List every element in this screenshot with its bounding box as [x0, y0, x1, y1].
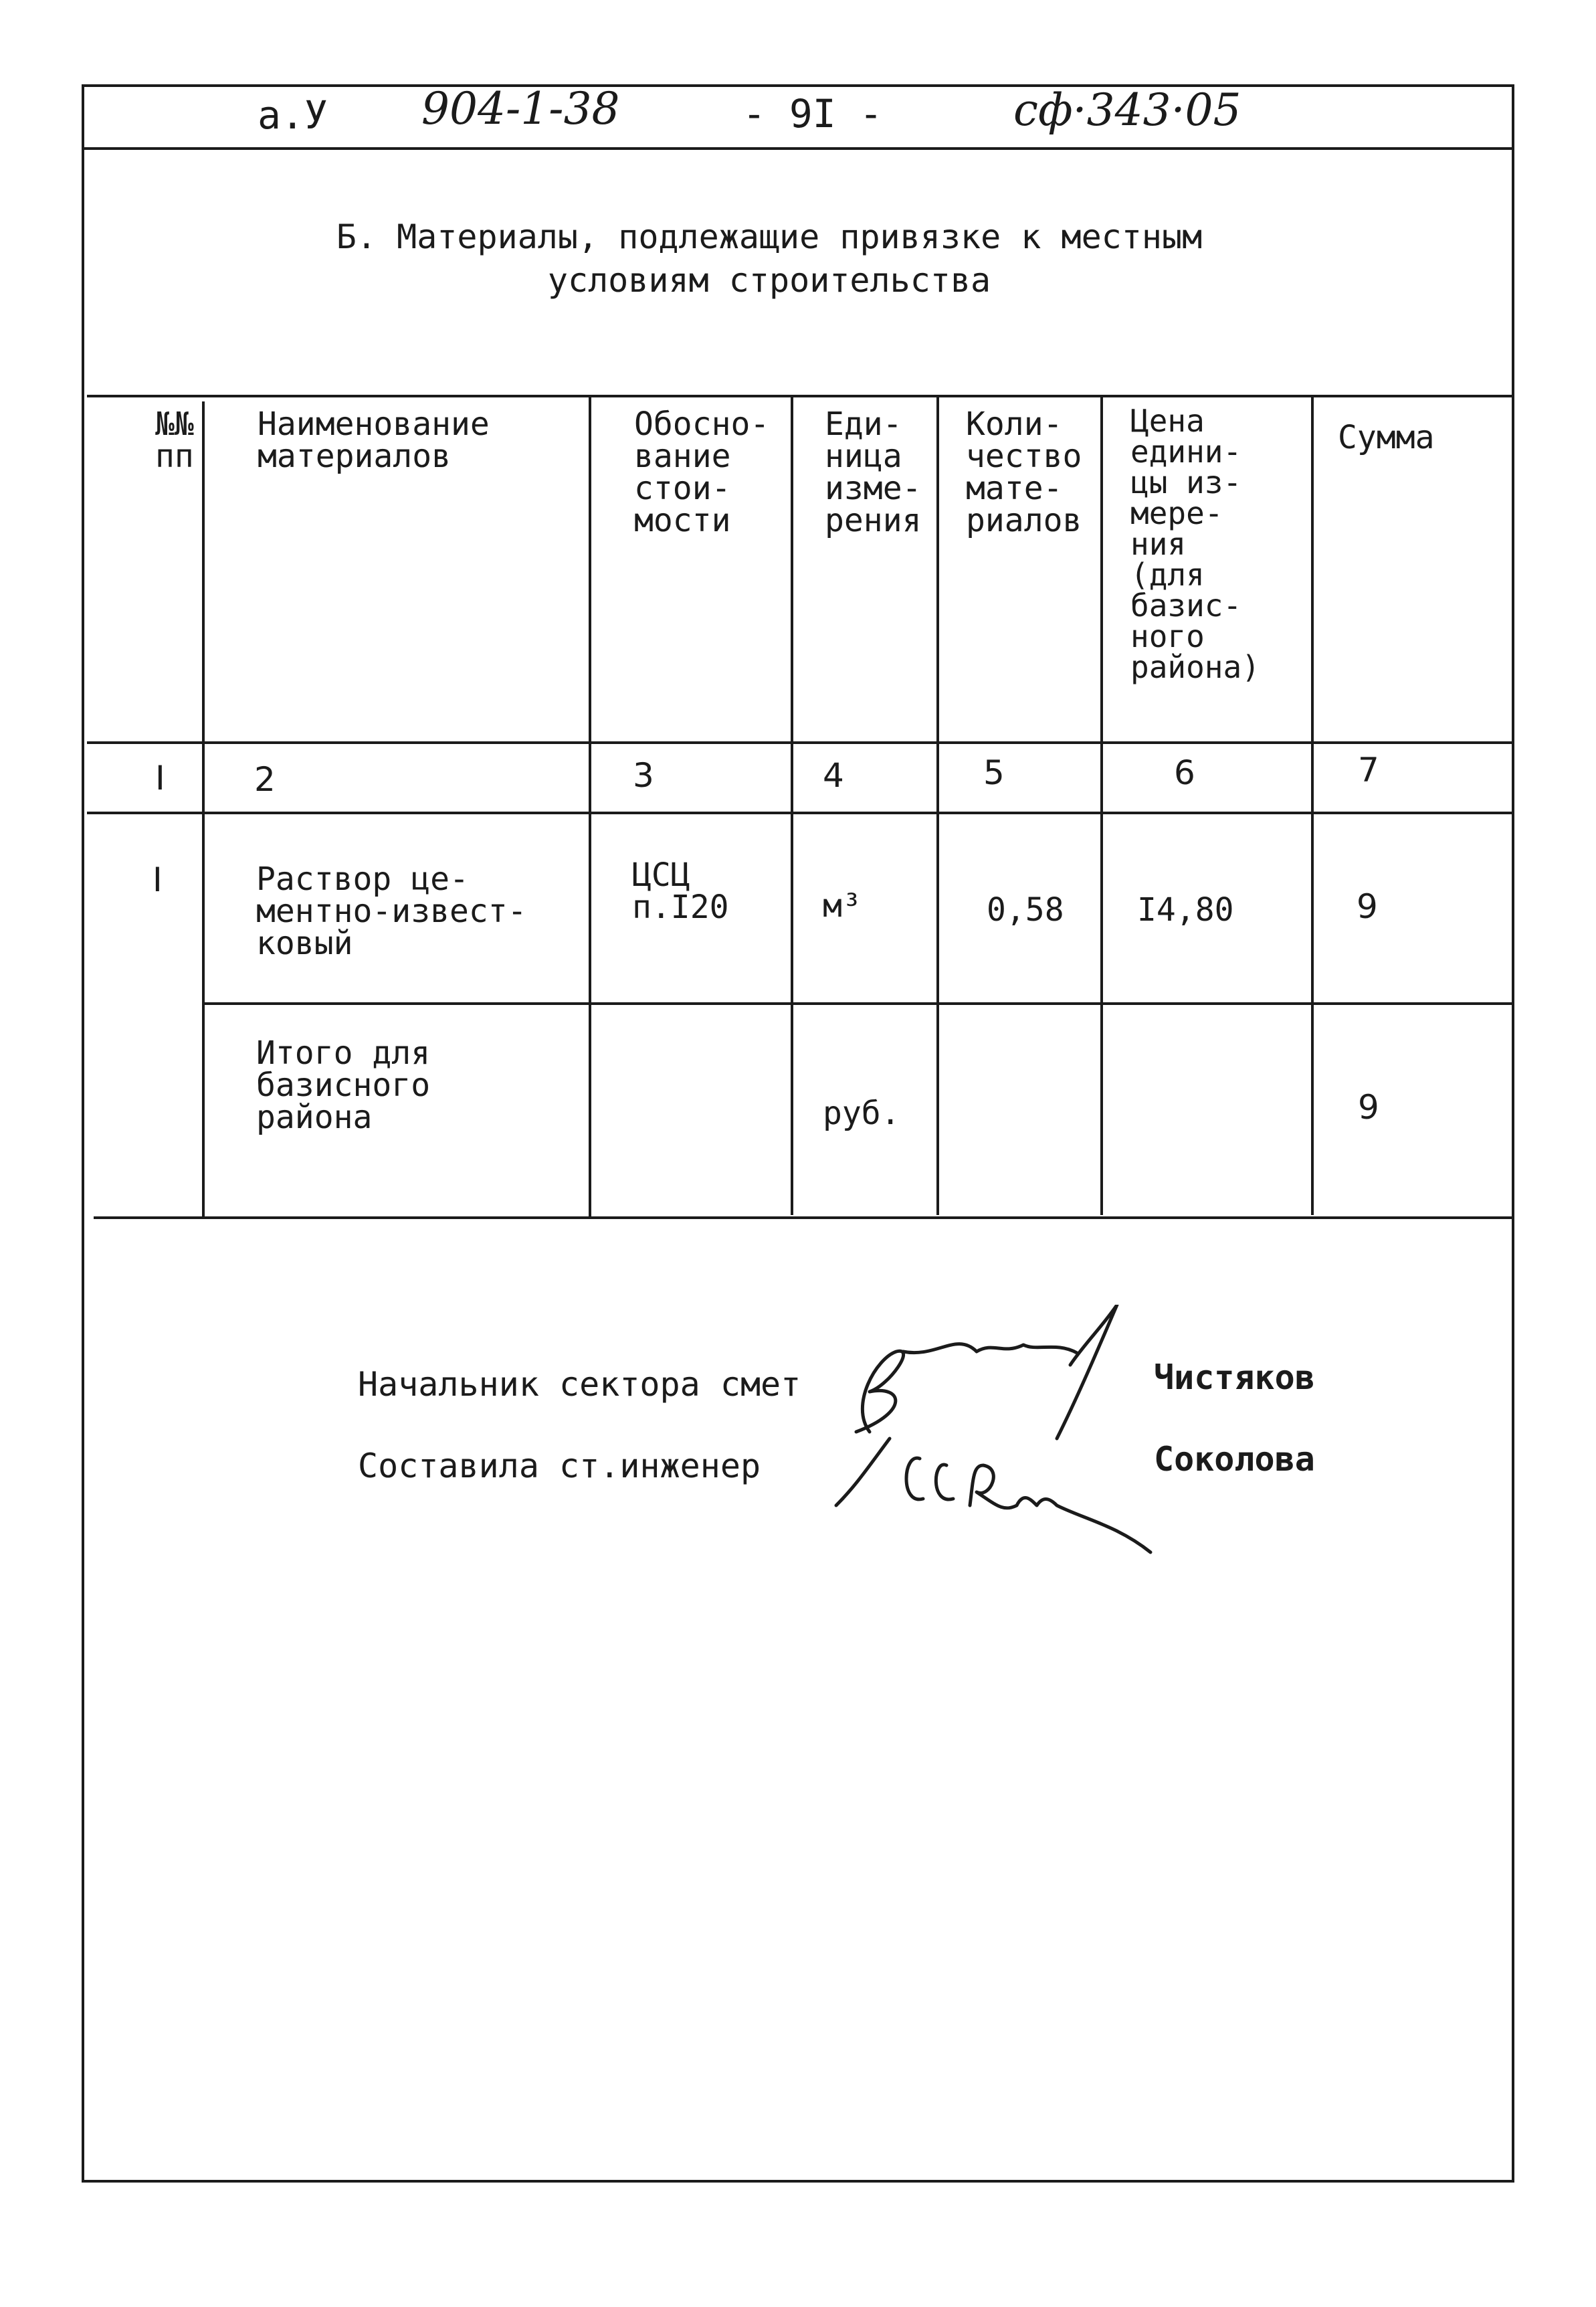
row-quantity: 0,58 [987, 891, 1064, 929]
row-price: I4,80 [1137, 891, 1234, 929]
signature-stroke-2 [903, 1344, 1077, 1353]
col-header-no: №№ пп [155, 405, 194, 475]
col-divider-2 [589, 395, 591, 1218]
col-number-5: 5 [983, 753, 1005, 792]
col-header-basis: Обосно- вание стои- мости [634, 405, 770, 539]
section-title-line-2: условиям строительства [547, 261, 991, 300]
col-number-4: 4 [823, 756, 844, 795]
signature-stroke-5 [906, 1458, 953, 1499]
signature-role-2: Составила ст.инженер [358, 1447, 761, 1485]
signature-stroke-1 [856, 1351, 904, 1432]
row-divider [204, 1002, 1512, 1005]
col-number-6: 6 [1174, 753, 1195, 792]
col-divider-3 [791, 395, 793, 1215]
signature-name-1: Чистяков [1154, 1358, 1315, 1397]
numbers-bottom-border [87, 812, 1514, 814]
sheet-code: сф·343·05 [1013, 84, 1241, 136]
signature-name-2: Соколова [1154, 1440, 1315, 1479]
row-unit: м³ [823, 887, 862, 925]
total-sum: 9 [1358, 1088, 1379, 1127]
signature-stroke-3 [1057, 1305, 1117, 1439]
col-header-sum: Сумма [1338, 419, 1435, 456]
section-title [201, 215, 1338, 302]
signature-role-1: Начальник сектора смет [358, 1365, 801, 1404]
col-divider-1 [202, 401, 205, 1219]
handwritten-signatures [803, 1305, 1177, 1559]
header-bottom-border [87, 741, 1512, 744]
page-number: - 9I - [742, 91, 883, 136]
header-divider [82, 147, 1514, 150]
col-divider-6 [1311, 395, 1314, 1215]
signature-stroke-6 [970, 1465, 1151, 1552]
total-unit: руб. [823, 1095, 900, 1132]
row-no: I [153, 860, 163, 899]
col-header-quantity: Коли- чество мате- риалов [966, 405, 1082, 539]
doc-prefix: а.У [258, 92, 328, 138]
col-number-7: 7 [1358, 751, 1379, 790]
col-number-3: 3 [633, 756, 654, 795]
table-top-border [87, 395, 1512, 397]
total-label: Итого для базисного района [256, 1034, 431, 1136]
section-title-line-1: Б. Материалы, подлежащие привязке к местным [336, 217, 1203, 256]
col-header-name: Наименование материалов [258, 405, 490, 475]
table-bottom-border [94, 1216, 1512, 1219]
project-code: 904-1-38 [421, 83, 620, 134]
col-divider-4 [936, 395, 939, 1215]
col-number-1: I [155, 759, 165, 798]
signature-stroke-4 [836, 1439, 890, 1505]
col-header-unit: Еди- ница изме- рения [825, 405, 922, 539]
col-header-price: Цена едини- цы из- мере- ния (для базис- ного района) [1130, 403, 1260, 685]
row-name: Раствор це- ментно-извест- ковый [256, 860, 527, 962]
col-divider-5 [1100, 395, 1103, 1215]
row-sum: 9 [1357, 887, 1378, 926]
row-basis: ЦСЦ п.I20 [632, 856, 729, 926]
col-number-2: 2 [254, 760, 276, 799]
